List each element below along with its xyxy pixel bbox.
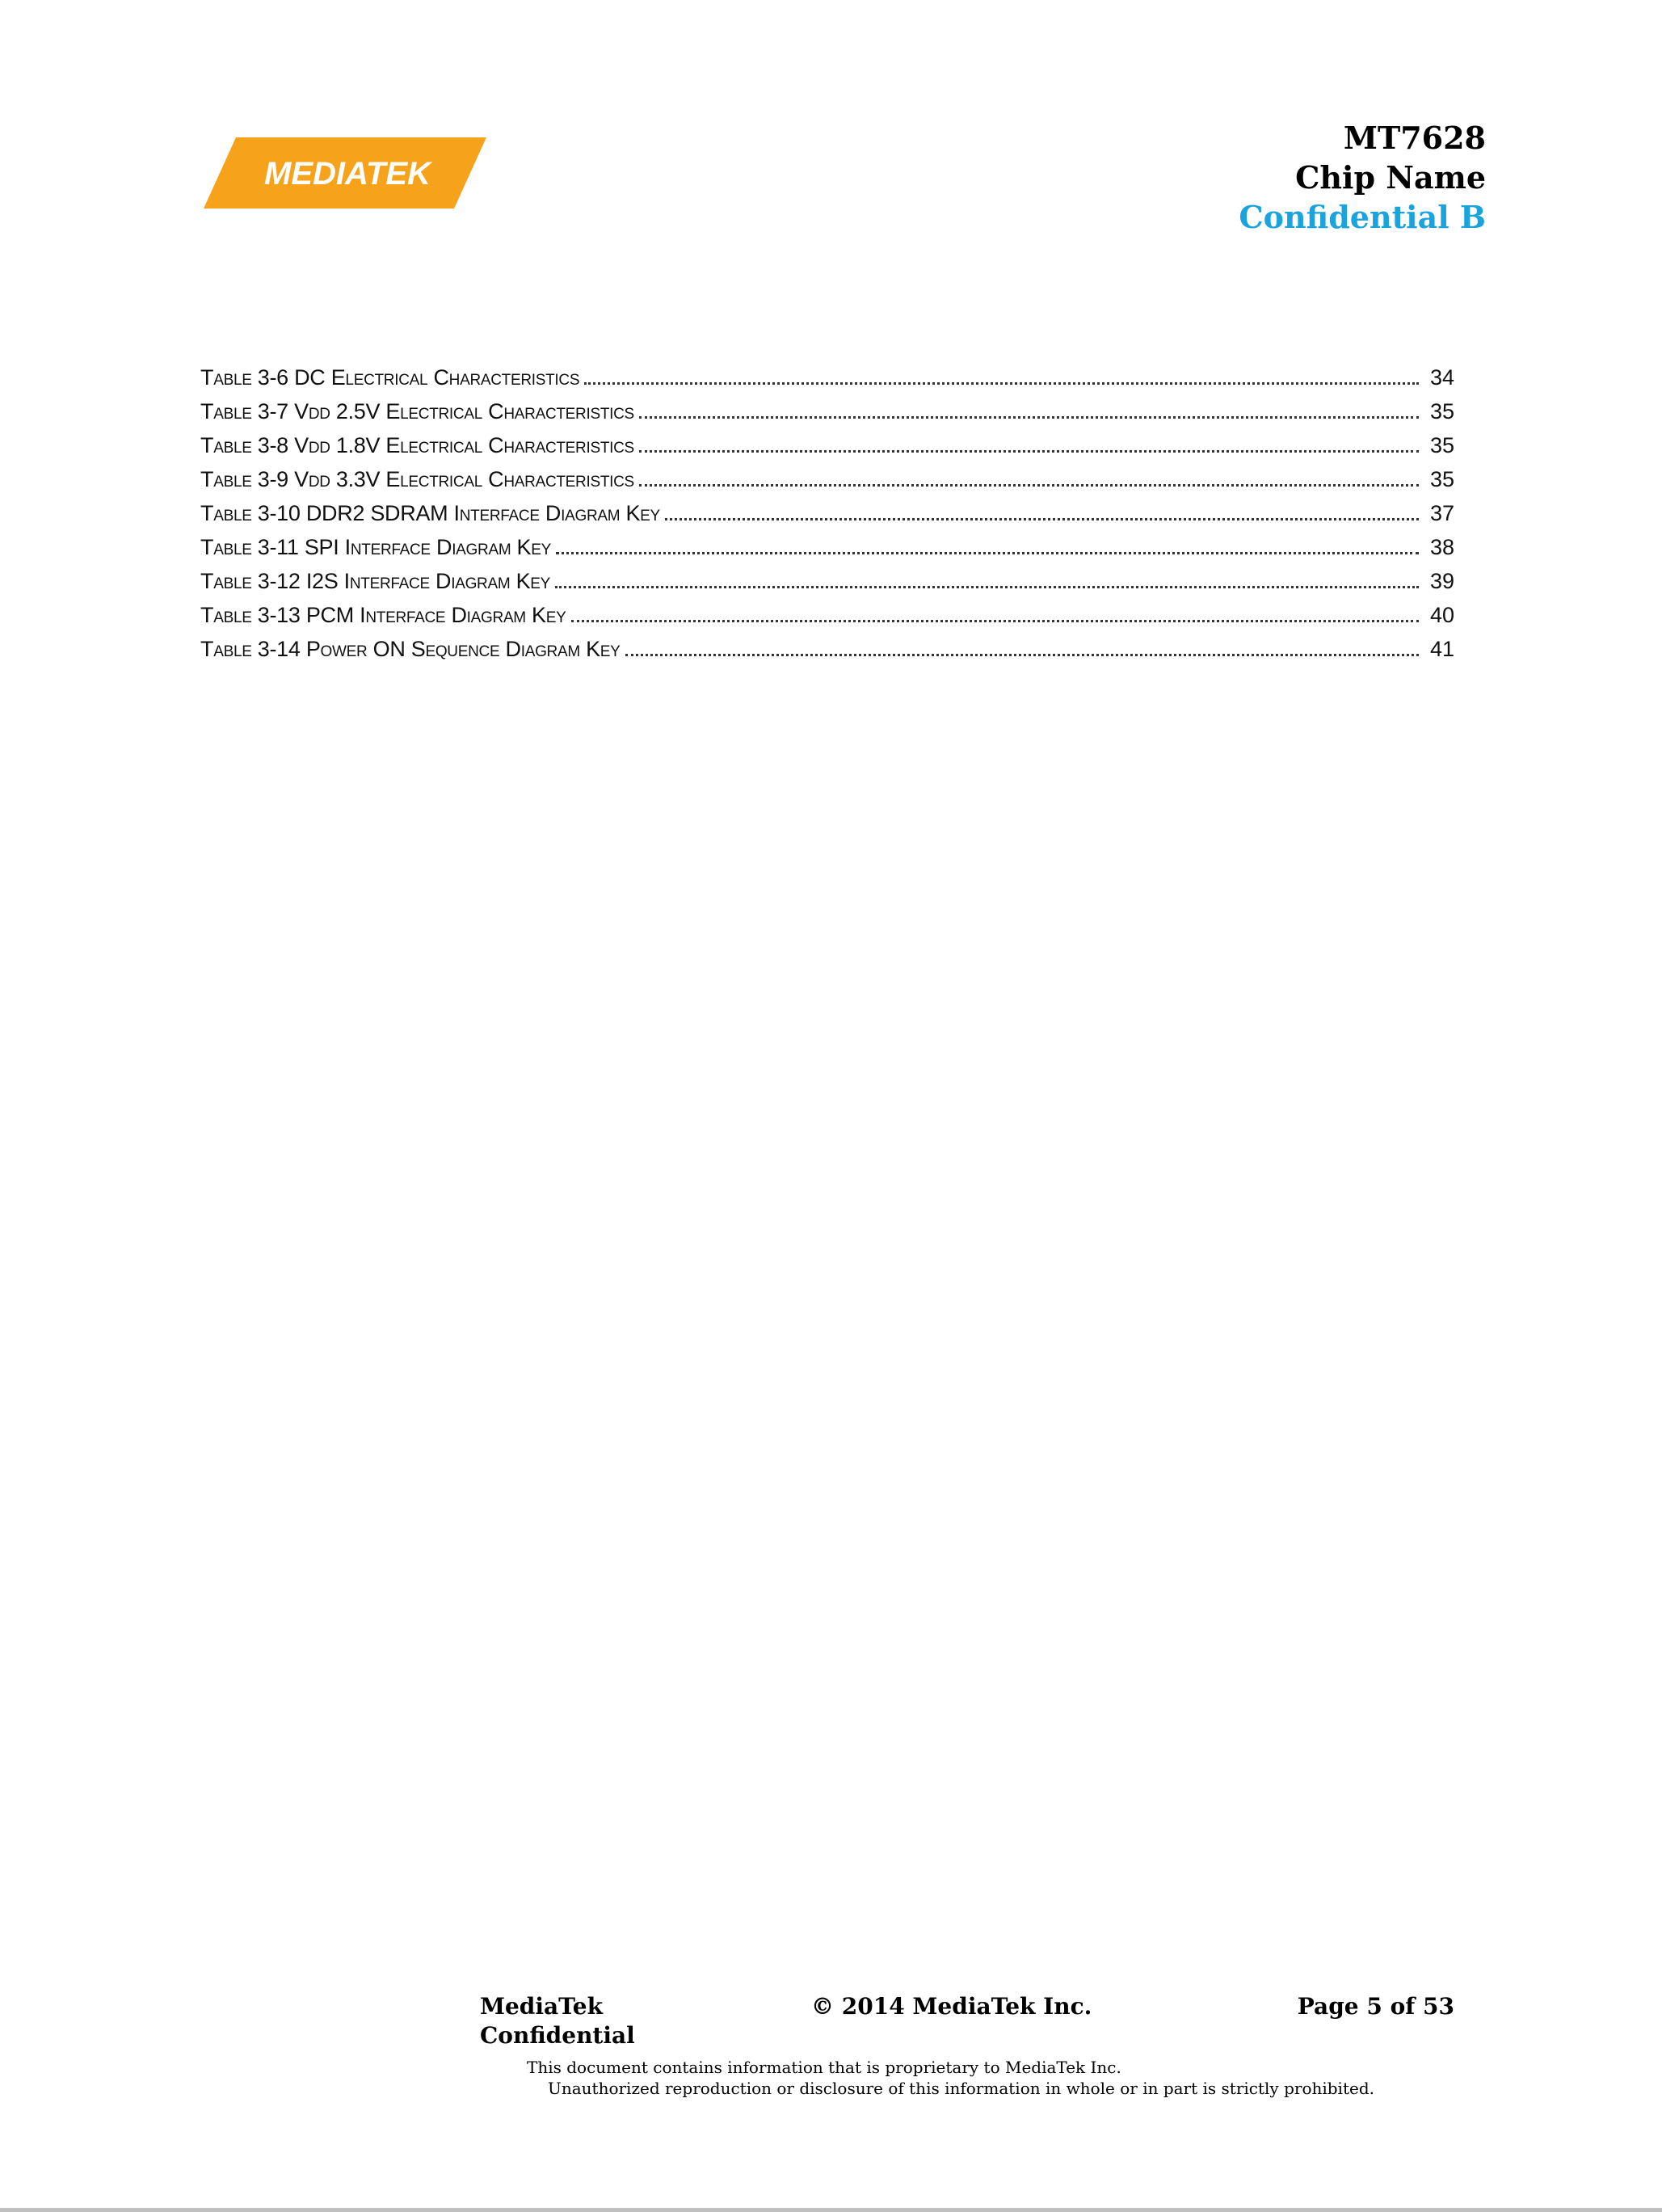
dot-leader <box>555 586 1419 588</box>
toc-entry-label: Table 3-14 Power ON Sequence Diagram Key <box>200 637 621 661</box>
toc-entry-label: Table 3-8 Vdd 1.8V Electrical Characteristics <box>200 433 634 457</box>
dot-leader <box>639 484 1419 487</box>
toc-page-number: 39 <box>1429 569 1454 593</box>
toc-entry[interactable] <box>200 360 1454 394</box>
mediatek-logo <box>204 137 486 209</box>
footer-company: MediaTek <box>480 1993 604 2020</box>
toc-entry[interactable] <box>200 462 1454 496</box>
toc-entry-label: Table 3-7 Vdd 2.5V Electrical Characteristics <box>200 399 634 423</box>
confidentiality-label: Confidential B <box>1239 199 1486 235</box>
toc-page-number: 37 <box>1429 501 1454 525</box>
toc-entry[interactable] <box>200 428 1454 462</box>
toc-entry-label: Table 3-12 I2S Interface Diagram Key <box>200 569 551 593</box>
toc-entry[interactable] <box>200 564 1454 598</box>
toc-page-number: 38 <box>1429 535 1454 559</box>
page-bottom-border <box>0 2208 1662 2212</box>
logo-text: MEDIATEK <box>264 156 431 192</box>
toc-page-number: 34 <box>1429 365 1454 390</box>
toc-page-number: 35 <box>1429 467 1454 491</box>
chip-name: Chip Name <box>1295 159 1486 196</box>
dot-leader <box>639 450 1419 453</box>
dot-leader <box>571 620 1420 622</box>
dot-leader <box>584 382 1419 385</box>
dot-leader <box>625 654 1419 656</box>
list-of-tables <box>200 360 1454 666</box>
toc-entry[interactable] <box>200 530 1454 564</box>
toc-entry-label: Table 3-10 DDR2 SDRAM Interface Diagram Key <box>200 501 660 525</box>
footer-page-number: Page 5 of 53 <box>1297 1993 1454 2020</box>
toc-page-number: 35 <box>1429 399 1454 423</box>
toc-entry-label: Table 3-11 SPI Interface Diagram Key <box>200 535 552 559</box>
footer-copyright: © 2014 MediaTek Inc. <box>811 1993 1092 2020</box>
toc-page-number: 40 <box>1429 603 1454 627</box>
toc-entry-label: Table 3-9 Vdd 3.3V Electrical Characteristics <box>200 467 634 491</box>
toc-entry-label: Table 3-6 DC Electrical Characteristics <box>200 365 580 390</box>
dot-leader <box>639 416 1419 419</box>
footer-notice-line-2: Unauthorized reproduction or disclosure of this information in whole or in part is strictly prohibited. <box>548 2079 1374 2098</box>
footer-classification: Confidential <box>480 2022 635 2049</box>
dot-leader <box>665 518 1419 520</box>
header-info <box>1239 118 1486 237</box>
toc-page-number: 35 <box>1429 433 1454 457</box>
toc-entry[interactable] <box>200 598 1454 632</box>
footer-notice-line-1: This document contains information that is proprietary to MediaTek Inc. <box>527 2058 1121 2077</box>
dot-leader <box>556 552 1419 554</box>
doc-id: MT7628 <box>1343 120 1486 156</box>
toc-entry[interactable] <box>200 632 1454 666</box>
toc-entry[interactable] <box>200 496 1454 530</box>
toc-entry[interactable] <box>200 394 1454 428</box>
toc-entry-label: Table 3-13 PCM Interface Diagram Key <box>200 603 566 627</box>
footer-company-block <box>480 1992 635 2050</box>
footer-notice <box>480 2057 1458 2099</box>
toc-page-number: 41 <box>1429 637 1454 661</box>
